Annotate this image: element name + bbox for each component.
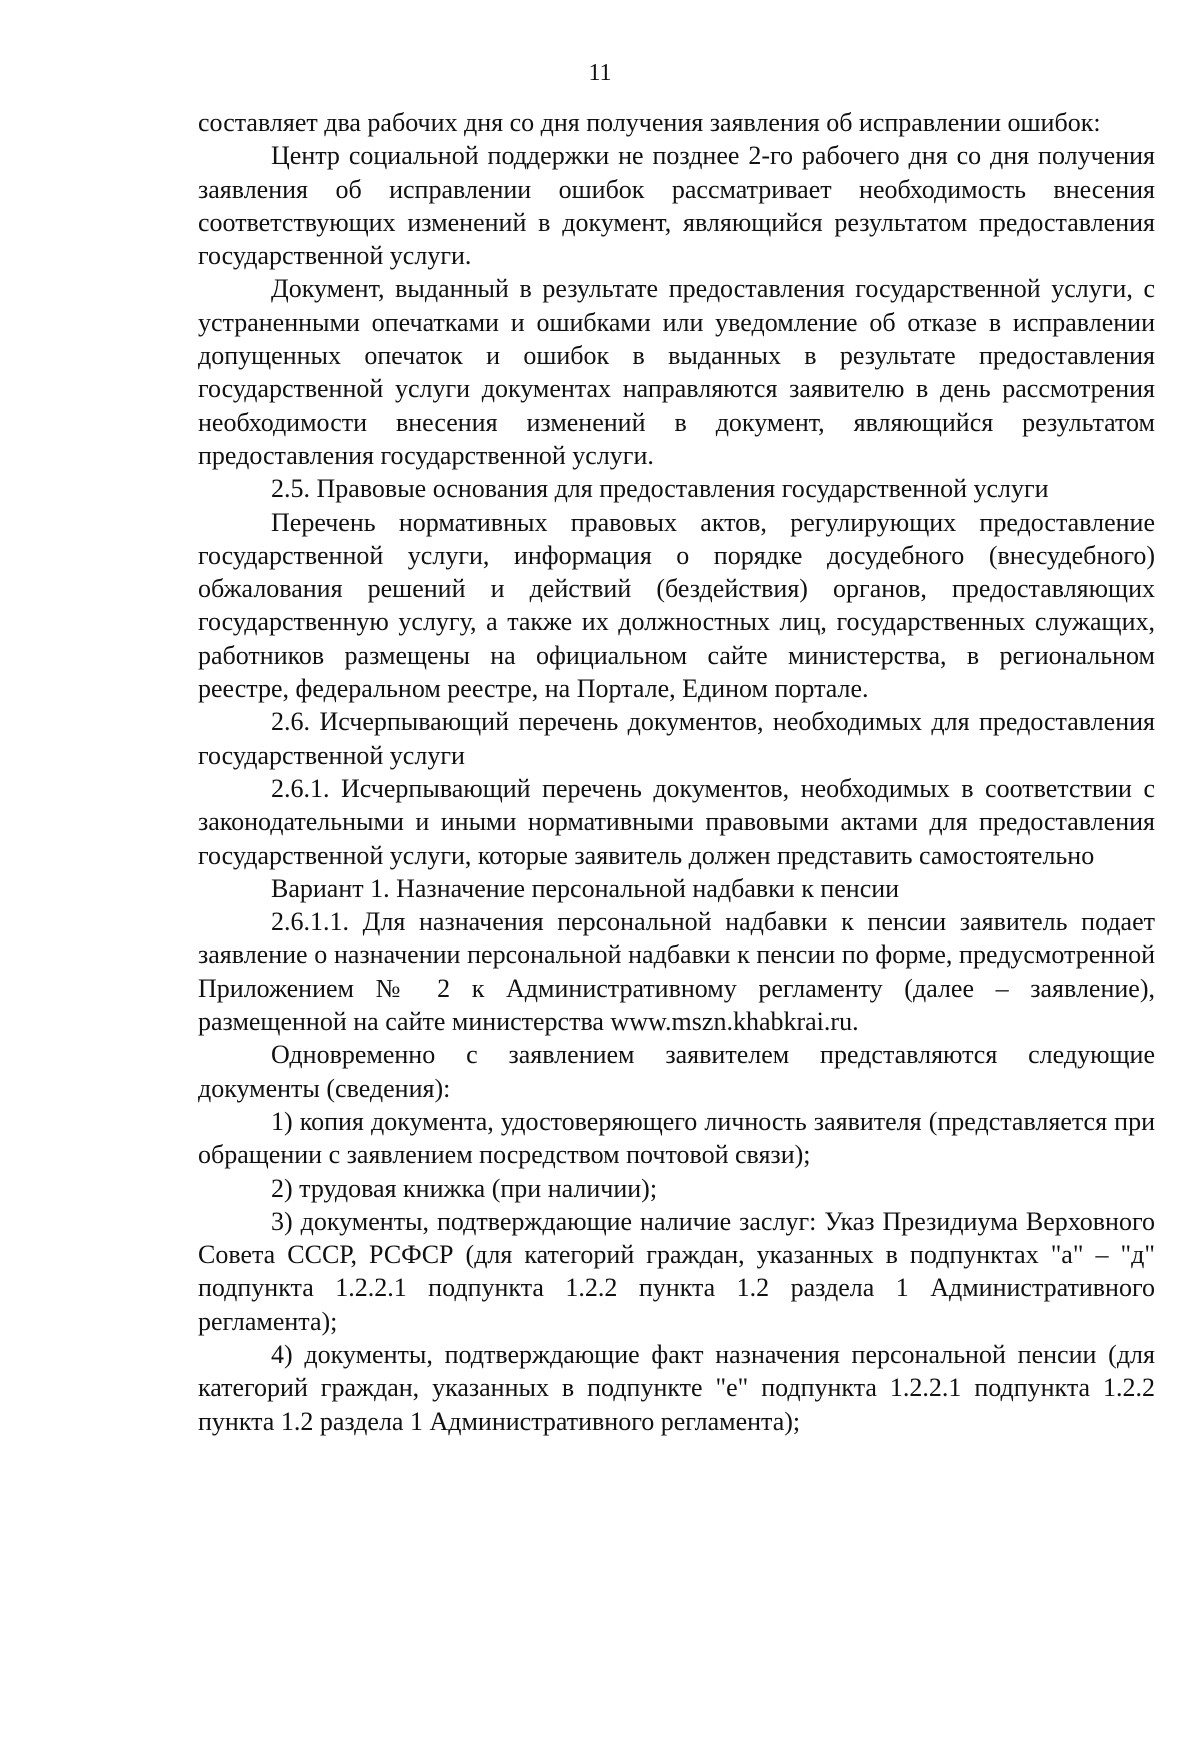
paragraph-legal-acts: Перечень нормативных правовых актов, регулирующих предоставление государственной услуги, информация о порядке досудебного (внесудебного) обжалования решений и действий (бездействия) органов, предоставляющих государственную услугу, а также их должностных лиц, государственных служащих, работников размещены на официальном сайте министерства, в региональном реестре, федеральном реестре, на Портале, Едином портале. [198,507,1155,704]
paragraph-documents-intro: Одновременно с заявлением заявителем представляются следующие документы (сведения): [198,1040,1155,1103]
page-number: 11 [588,60,612,86]
paragraph-2-6-1-1: 2.6.1.1. Для назначения персональной надбавки к пенсии заявитель подает заявление о назначении персональной надбавки к пенсии по форме, предусмотренной Приложением № 2 к Административному регламенту (далее – заявление), размещенной на сайте министерства www.mszn.khabkrai.ru. [198,907,1155,1037]
list-item-1: 1) копия документа, удостоверяющего личность заявителя (представляется при обращении с заявлением посредством почтовой связи); [198,1106,1155,1170]
list-item-2: 2) трудовая книжка (при наличии); [271,1173,658,1203]
list-item-4: 4) документы, подтверждающие факт назначения персональной пенсии (для категорий граждан, указанных в подпункте "е" подпункта 1.2.2.1 подпункта 1.2.2 пункта 1.2 раздела 1 Административного регламента); [198,1339,1155,1436]
paragraph-review-deadline: Центр социальной поддержки не позднее 2-го рабочего дня со дня получения заявления об исправлении ошибок рассматривает необходимость внесения соответствующих изменений в документ, являющийся результатом предоставления государственной услуги. [198,141,1155,271]
section-heading-2-6-1: 2.6.1. Исчерпывающий перечень документов, необходимых в соответствии с законодательными и иными нормативными правовыми актами для предоставления государственной услуги, которые заявитель должен представить самостоятельно [198,773,1155,870]
list-item-3: 3) документы, подтверждающие наличие заслуг: Указ Президиума Верховного Совета СССР, РСФСР (для категорий граждан, указанных в подпунктах "а" – "д" подпункта 1.2.2.1 подпункта 1.2.2 пункта 1.2 раздела 1 Административного регламента); [198,1206,1155,1336]
variant-heading: Вариант 1. Назначение персональной надбавки к пенсии [271,873,900,903]
section-heading-2-6: 2.6. Исчерпывающий перечень документов, необходимых для предоставления государственной услуги [198,707,1155,770]
section-heading-2-5: 2.5. Правовые основания для предоставления государственной услуги [271,474,1049,504]
paragraph-continuation: составляет два рабочих дня со дня получения заявления об исправлении ошибок: [198,108,1101,137]
document-body [198,106,1155,1438]
paragraph-corrected-document: Документ, выданный в результате предоставления государственной услуги, с устраненными опечатками и ошибками или уведомление об отказе в исправлении допущенных опечаток и ошибок в выданных в результате предоставления государственной услуги документах направляются заявителю в день рассмотрения необходимости внесения изменений в документ, являющийся результатом предоставления государственной услуги. [198,274,1155,470]
